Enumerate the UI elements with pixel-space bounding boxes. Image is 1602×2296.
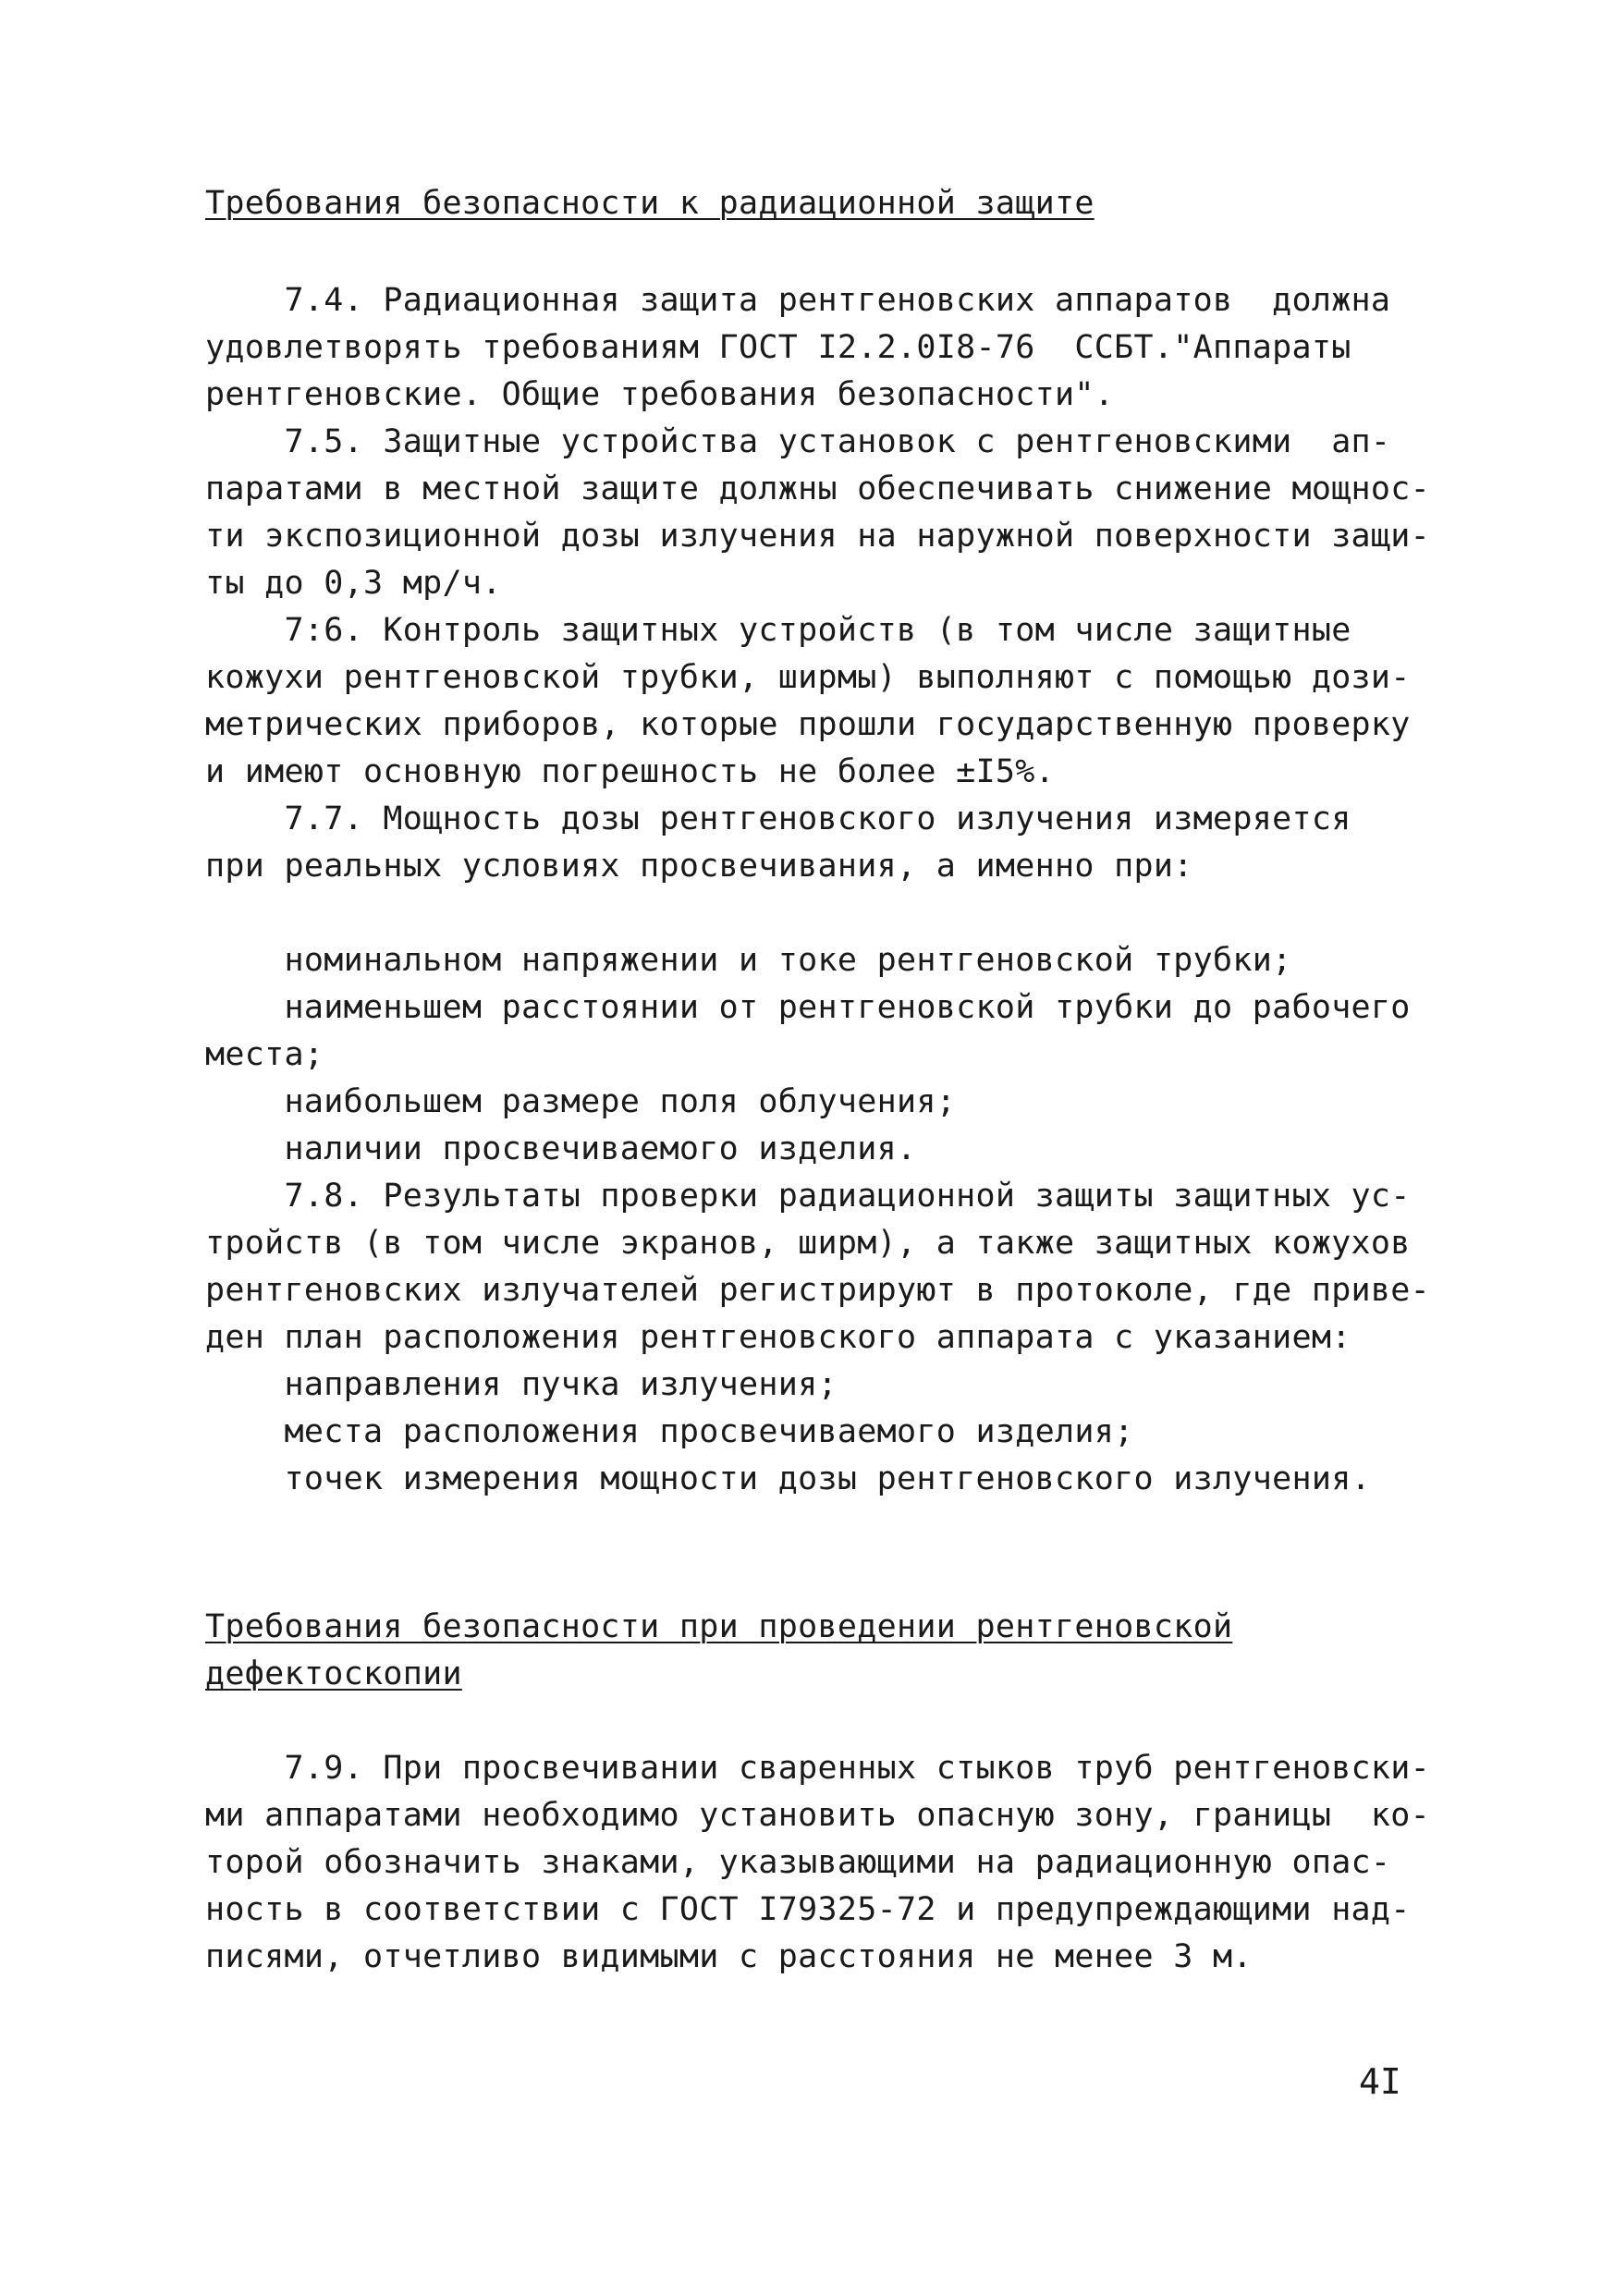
text-line: метрических приборов, которые прошли государственную проверку [205, 706, 1411, 743]
text-line: удовлетворять требованиям ГОСТ I2.2.0I8-76 ССБТ."Аппараты [205, 329, 1351, 366]
text-line: ты до 0,3 мр/ч. [205, 565, 502, 602]
text-line: наибольшем размере поля облучения; [205, 1083, 957, 1120]
section-heading-radiography-line-2: дефектоскопии [205, 1655, 462, 1692]
text-line: рентгеновских излучателей регистрируют в протоколе, где приве- [205, 1272, 1431, 1309]
text-line: номинальном напряжении и токе рентгеновской трубки; [205, 942, 1292, 979]
text-line: тройств (в том числе экранов, ширм), а также защитных кожухов [205, 1225, 1411, 1262]
text-line: места; [205, 1036, 324, 1073]
section-heading-radiography-line-1: Требования безопасности при проведении рентгеновской [205, 1608, 1233, 1645]
page-number: 4I [1359, 2061, 1401, 2102]
text-line: ти экспозиционной дозы излучения на наружной поверхности защи- [205, 518, 1431, 555]
text-line: писями, отчетливо видимыми с расстояния не менее 3 м. [205, 1938, 1253, 1975]
text-line: ден план расположения рентгеновского аппарата с указанием: [205, 1319, 1351, 1356]
text-line: 7.4. Радиационная защита рентгеновских аппаратов должна [205, 282, 1391, 319]
text-line: кожухи рентгеновской трубки, ширмы) выполняют с помощью дози- [205, 659, 1411, 696]
text-line: 7.8. Результаты проверки радиационной защиты защитных ус- [205, 1178, 1411, 1215]
text-line: 7.5. Защитные устройства установок с рентгеновскими ап- [205, 423, 1391, 460]
text-line: 7.9. При просвечивании сваренных стыков труб рентгеновски- [205, 1750, 1431, 1787]
text-line: ность в соответствии с ГОСТ I79325-72 и предупреждающими над- [205, 1891, 1411, 1928]
text-line: 7:6. Контроль защитных устройств (в том числе защитные [205, 612, 1351, 649]
text-line: рентгеновские. Общие требования безопасности". [205, 376, 1115, 413]
text-line: торой обозначить знаками, указывающими на радиационную опас- [205, 1844, 1391, 1881]
text-line: паратами в местной защите должны обеспечивать снижение мощнос- [205, 470, 1431, 507]
text-line: ми аппаратами необходимо установить опасную зону, границы ко- [205, 1797, 1431, 1834]
section-heading-radiation-protection: Требования безопасности к радиационной защите [205, 185, 1094, 222]
text-line: и имеют основную погрешность не более ±I5%. [205, 753, 1055, 790]
text-line: места расположения просвечиваемого изделия; [205, 1413, 1134, 1450]
text-line: при реальных условиях просвечивания, а именно при: [205, 848, 1193, 885]
text-line: 7.7. Мощность дозы рентгеновского излучения измеряется [205, 800, 1351, 837]
text-line: точек измерения мощности дозы рентгеновского излучения. [205, 1460, 1371, 1497]
text-line: направления пучка излучения; [205, 1366, 838, 1403]
text-line: наличии просвечиваемого изделия. [205, 1130, 917, 1167]
text-line: наименьшем расстоянии от рентгеновской трубки до рабочего [205, 989, 1411, 1026]
